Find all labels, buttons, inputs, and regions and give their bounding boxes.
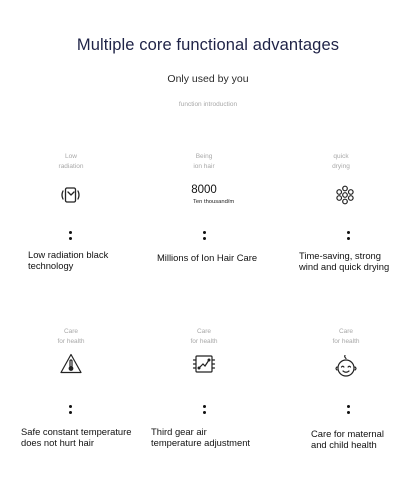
feature-label: Low radiation black technology — [28, 249, 109, 271]
separator-dots — [67, 404, 73, 415]
feature-label: Third gear air temperature adjustment — [151, 426, 251, 448]
feature-label: Time-saving, strong wind and quick drying — [299, 250, 390, 272]
ion-count-unit: Ten thousand/m — [193, 199, 235, 205]
separator-dots — [345, 230, 351, 241]
feature-caption: Being ion hair — [193, 153, 215, 170]
thermometer-warning-icon — [59, 352, 83, 376]
feature-label: Millions of Ion Hair Care — [157, 252, 258, 263]
feature-caption: Care for health — [57, 328, 85, 345]
feature-label: Safe constant temperature does not hurt hair — [21, 426, 132, 448]
separator-dots — [345, 404, 351, 415]
page-title: Multiple core functional advantages — [76, 36, 340, 54]
separator-dots — [201, 230, 207, 241]
separator-dots — [201, 404, 207, 415]
section-intro: function introduction — [178, 101, 238, 108]
ion-count-value: 8000 — [191, 184, 217, 196]
baby-face-icon — [334, 355, 358, 379]
separator-dots — [67, 230, 73, 241]
low-radiation-icon — [59, 183, 83, 207]
page-subtitle: Only used by you — [167, 73, 249, 85]
quick-dry-icon — [333, 183, 357, 207]
feature-label: Care for maternal and child health — [311, 428, 384, 450]
feature-caption: Care for health — [190, 328, 218, 345]
feature-caption: Low radiation — [58, 153, 84, 170]
feature-caption: Care for health — [332, 328, 360, 345]
feature-caption: quick drying — [332, 153, 350, 170]
chip-switch-icon — [192, 352, 216, 376]
